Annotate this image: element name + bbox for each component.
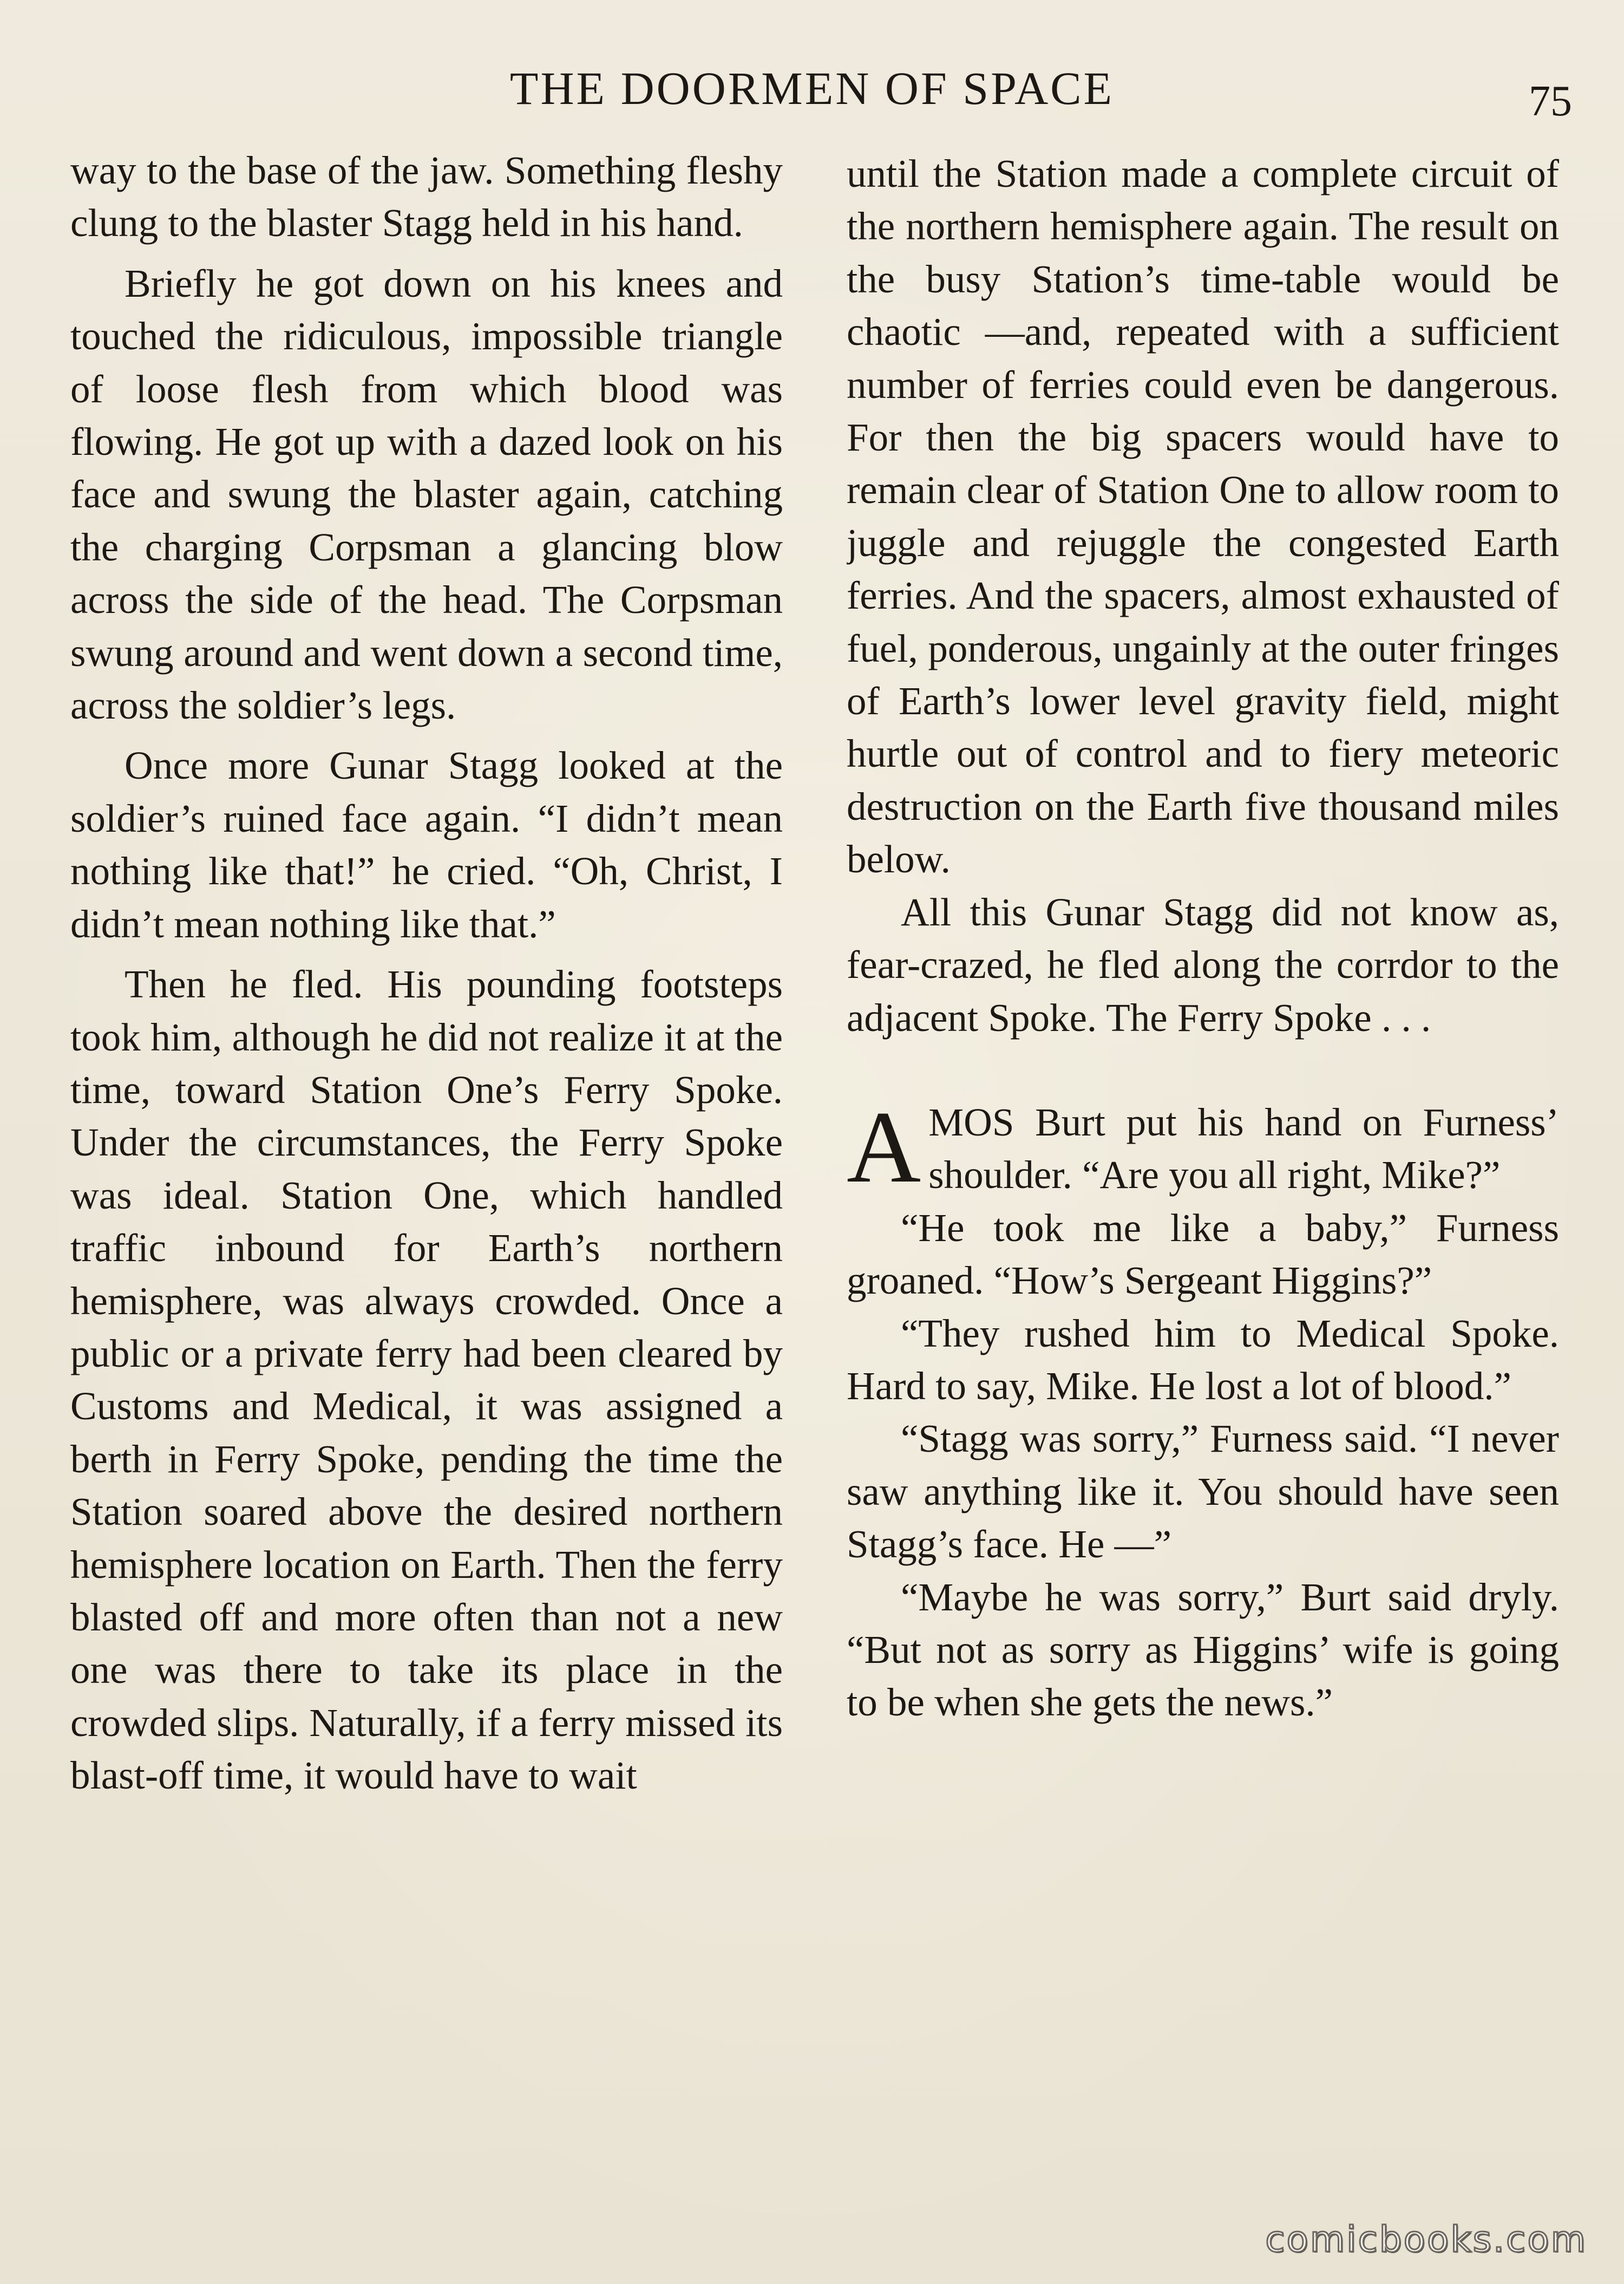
page-number: 75 (1529, 77, 1572, 125)
drop-cap-paragraph-text: MOS Burt put his hand on Furness’ shoulder. “Are you all right, Mike?” (928, 1100, 1559, 1197)
paragraph: until the Station made a complete circuit of the northern hemisphere again. The result on the busy Station’s time-table would be chaotic —and, repeated with a sufficient number of ferries could even be dangerous. For then the big spacers would have to remain clear of Station One to allow room to juggle and rejuggle the congested Earth ferries. And the spacers, almost exhausted of fuel, ponderous, ungainly at the outer fringes of Earth’s lower level gravity field, might hurtle out of control and to fiery meteoric destruction on the Earth five thousand miles below. (847, 152, 1559, 882)
right-column (847, 144, 1559, 2213)
running-title: THE DOORMEN OF SPACE (509, 62, 1115, 114)
dialogue-paragraph: “Maybe he was sorry,” Burt said dryly. “But not as sorry as Higgins’ wife is going to be when she gets the news.” (847, 1575, 1559, 1725)
paragraph: Once more Gunar Stagg looked at the soldier’s ruined face again. “I didn’t mean nothing like that!” he cried. “Oh, Christ, I didn’t mean nothing like that.” (70, 743, 783, 946)
running-head (0, 58, 1624, 125)
dialogue-paragraph: “He took me like a baby,” Furness groaned. “How’s Sergeant Higgins?” (847, 1205, 1559, 1303)
paragraph: way to the base of the jaw. Something fleshy clung to the blaster Stagg held in his hand. (70, 148, 783, 245)
drop-cap: A (847, 1090, 921, 1204)
paragraph: Briefly he got down on his knees and touched the ridiculous, impossible triangle of loose flesh from which blood was flowing. He got up with a dazed look on his face and swung the blaster again, catching the charging Corpsman a glancing blow across the side of the head. The Corpsman swung around and went down a second time, across the soldier’s legs. (70, 261, 783, 728)
paragraph: Then he fled. His pounding footsteps took him, although he did not realize it at the time, toward Station One’s Ferry Spoke. Under the circumstances, the Ferry Spoke was ideal. Station One, which handled traffic inbound for Earth’s northern hemisphere, was always crowded. Once a public or a private ferry had been cleared by Customs and Medical, it was assigned a berth in Ferry Spoke, pending the time the Station soared above the desired northern hemisphere location on Earth. Then the ferry blasted off and more often than not a new one was there to take its place in the crowded slips. Naturally, if a ferry missed its blast-off time, it would have to wait (70, 962, 783, 1798)
watermark-logo: comicbooks.com (1265, 2218, 1587, 2260)
drop-cap-paragraph (847, 1090, 1559, 1204)
left-column (70, 144, 783, 2213)
dialogue-paragraph: “Stagg was sorry,” Furness said. “I never saw anything like it. You should have seen Stagg’s face. He —” (847, 1417, 1559, 1567)
paragraph: All this Gunar Stagg did not know as, fear-crazed, he fled along the corrdor to the adjacent Spoke. The Ferry Spoke . . . (847, 890, 1559, 1040)
dialogue-paragraph: “They rushed him to Medical Spoke. Hard to say, Mike. He lost a lot of blood.” (847, 1311, 1559, 1408)
